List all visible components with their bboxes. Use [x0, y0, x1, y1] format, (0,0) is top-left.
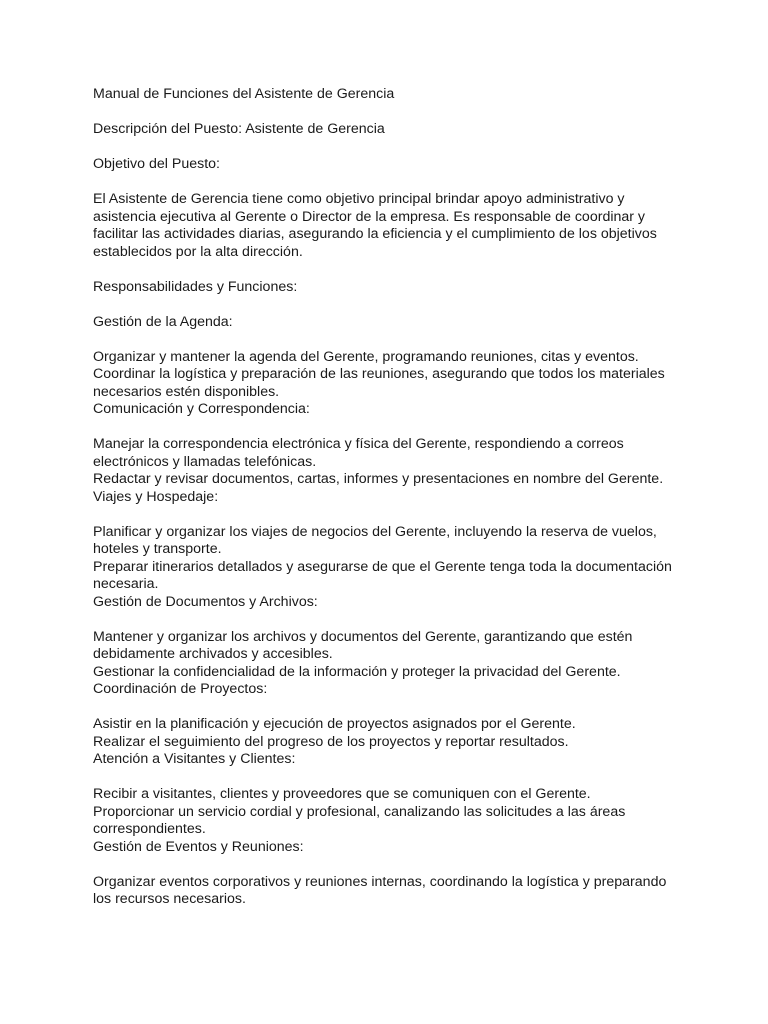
text-line: Organizar eventos corporativos y reuniones internas, coordinando la logística y preparando: [93, 873, 667, 890]
text-line: establecidos por la alta dirección.: [93, 243, 303, 260]
text-line: Preparar itinerarios detallados y asegurarse de que el Gerente tenga toda la documentación: [93, 558, 672, 575]
text-line: Realizar el seguimiento del progreso de los proyectos y reportar resultados.: [93, 733, 569, 750]
text-line: facilitar las actividades diarias, asegurando la eficiencia y el cumplimiento de los objetivos: [93, 226, 657, 242]
blank-line: [93, 261, 693, 279]
document-body: [93, 86, 693, 909]
text-line: Mantener y organizar los archivos y documentos del Gerente, garantizando que estén: [93, 628, 633, 645]
text-line: Manejar la correspondencia electrónica y física del Gerente, respondiendo a correos: [93, 436, 624, 452]
text-line: asistencia ejecutiva al Gerente o Director de la empresa. Es responsable de coordinar y: [93, 208, 646, 225]
text-line: debidamente archivados y accesibles.: [93, 646, 333, 662]
text-line: Viajes y Hospedaje:: [93, 488, 219, 505]
text-line: Gestionar la confidencialidad de la información y proteger la privacidad del Gerente.: [93, 663, 621, 680]
text-line: Recibir a visitantes, clientes y proveedores que se comuniquen con el Gerente.: [93, 786, 591, 802]
blank-line: [93, 174, 693, 192]
text-line: Manual de Funciones del Asistente de Gerencia: [93, 86, 395, 102]
text-line: los recursos necesarios.: [93, 891, 246, 907]
blank-line: [93, 856, 693, 874]
text-line: Organizar y mantener la agenda del Gerente, programando reuniones, citas y eventos.: [93, 348, 639, 365]
text-line: Atención a Visitantes y Clientes:: [93, 751, 296, 767]
blank-line: [93, 611, 693, 629]
text-line: Redactar y revisar documentos, cartas, informes y presentaciones en nombre del Gerente.: [93, 471, 664, 487]
blank-line: [93, 419, 693, 437]
blank-line: [93, 139, 693, 157]
blank-line: [93, 331, 693, 349]
text-line: hoteles y transporte.: [93, 541, 222, 557]
text-line: El Asistente de Gerencia tiene como objetivo principal brindar apoyo administrativo y: [93, 191, 625, 207]
blank-line: [93, 104, 693, 122]
blank-line: [93, 506, 693, 524]
text-line: Planificar y organizar los viajes de negocios del Gerente, incluyendo la reserva de vuelos,: [93, 523, 657, 540]
text-line: Comunicación y Correspondencia:: [93, 401, 310, 417]
text-line: Objetivo del Puesto:: [93, 156, 220, 172]
text-line: Responsabilidades y Funciones:: [93, 278, 298, 295]
text-line: necesaria.: [93, 576, 159, 592]
text-line: Gestión de Eventos y Reuniones:: [93, 838, 304, 855]
text-line: correspondientes.: [93, 821, 206, 837]
text-line: necesarios estén disponibles.: [93, 383, 280, 400]
blank-line: [93, 699, 693, 717]
text-line: Gestión de Documentos y Archivos:: [93, 593, 318, 610]
text-line: Descripción del Puesto: Asistente de Gerencia: [93, 121, 385, 137]
text-line: Coordinar la logística y preparación de las reuniones, asegurando que todos los materiales: [93, 366, 665, 382]
text-line: Gestión de la Agenda:: [93, 313, 233, 330]
blank-line: [93, 296, 693, 314]
text-line: Asistir en la planificación y ejecución de proyectos asignados por el Gerente.: [93, 716, 576, 732]
text-line: electrónicos y llamadas telefónicas.: [93, 453, 317, 470]
text-line: Proporcionar un servicio cordial y profesional, canalizando las solicitudes a las áreas: [93, 803, 626, 820]
text-line: Coordinación de Proyectos:: [93, 681, 268, 697]
blank-line: [93, 769, 693, 787]
